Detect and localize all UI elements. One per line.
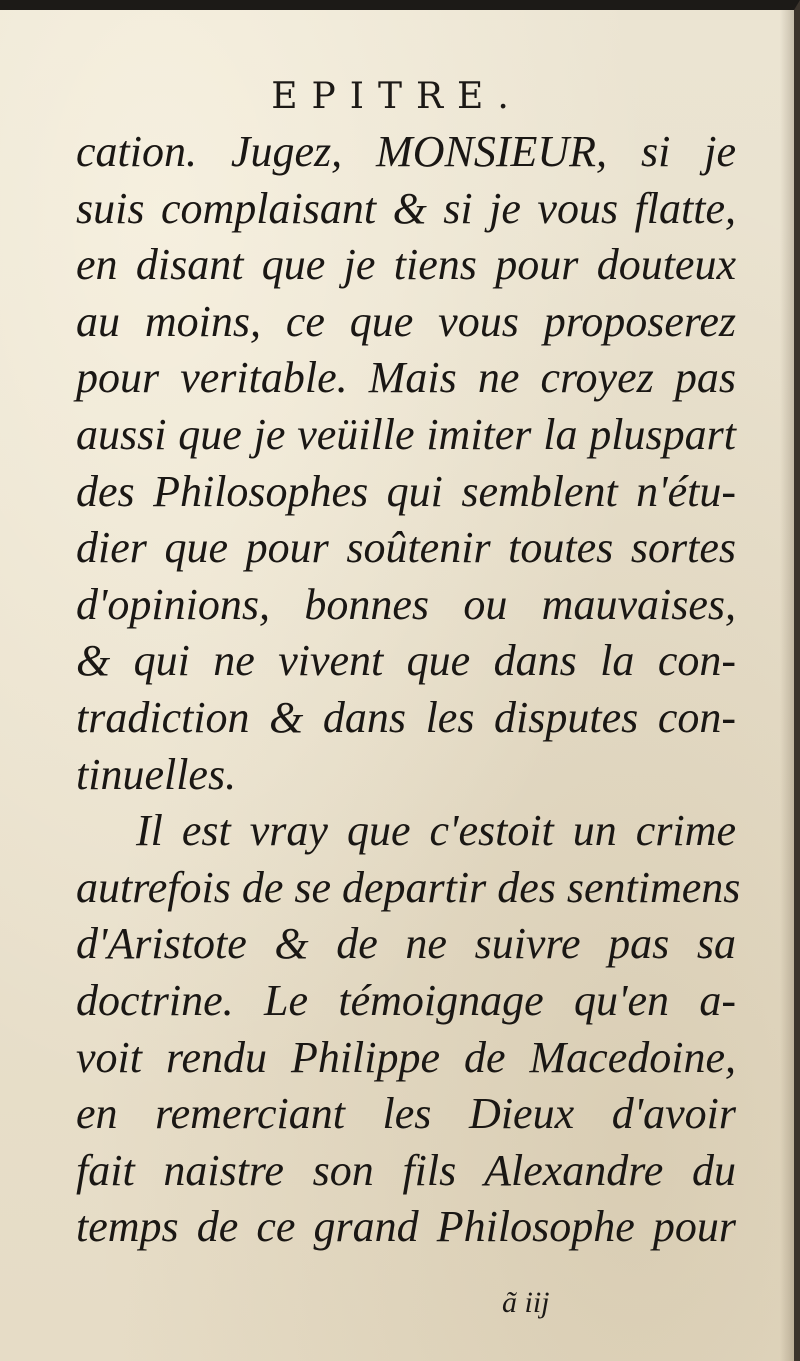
text-line: des Philosophes qui semblent n'étu- (76, 466, 736, 516)
text-line: cation. Jugez, MONSIEUR, si je (76, 127, 736, 176)
text-line: d'Aristote & de ne suivre pas sa (76, 919, 736, 969)
text-line: tinuelles. (76, 749, 237, 799)
running-title: EPITRE. (271, 76, 523, 117)
page-edge-shadow (780, 10, 794, 1361)
text-line: dier que pour soûtenir toutes sortes (76, 523, 736, 573)
paragraph-start-line: Il est vray que c'estoit un crime (136, 806, 736, 856)
text-line: pour veritable. Mais ne croyez pas (76, 353, 736, 403)
signature-mark: ã iij (502, 1286, 550, 1319)
text-line: autrefois de se departir des sentimens (76, 862, 741, 912)
text-line: & qui ne vivent que dans la con- (76, 636, 736, 686)
text-line: d'opinions, bonnes ou mauvaises, (76, 579, 736, 629)
text-line: tradiction & dans les disputes con- (76, 692, 736, 742)
text-line: suis complaisant & si je vous flatte, (76, 183, 736, 233)
text-line: au moins, ce que vous proposerez (76, 296, 736, 346)
text-line: en remerciant les Dieux d'avoir (76, 1089, 736, 1139)
text-line: aussi que je veüille imiter la pluspart (76, 409, 736, 459)
text-line: en disant que je tiens pour douteux (76, 240, 736, 290)
page-body-text (76, 124, 741, 1256)
text-line: temps de ce grand Philosophe pour (76, 1202, 736, 1252)
text-line: fait naistre son fils Alexandre du (76, 1145, 736, 1195)
text-line: doctrine. Le témoignage qu'en a- (76, 975, 736, 1025)
text-line: voit rendu Philippe de Macedoine, (76, 1032, 736, 1082)
